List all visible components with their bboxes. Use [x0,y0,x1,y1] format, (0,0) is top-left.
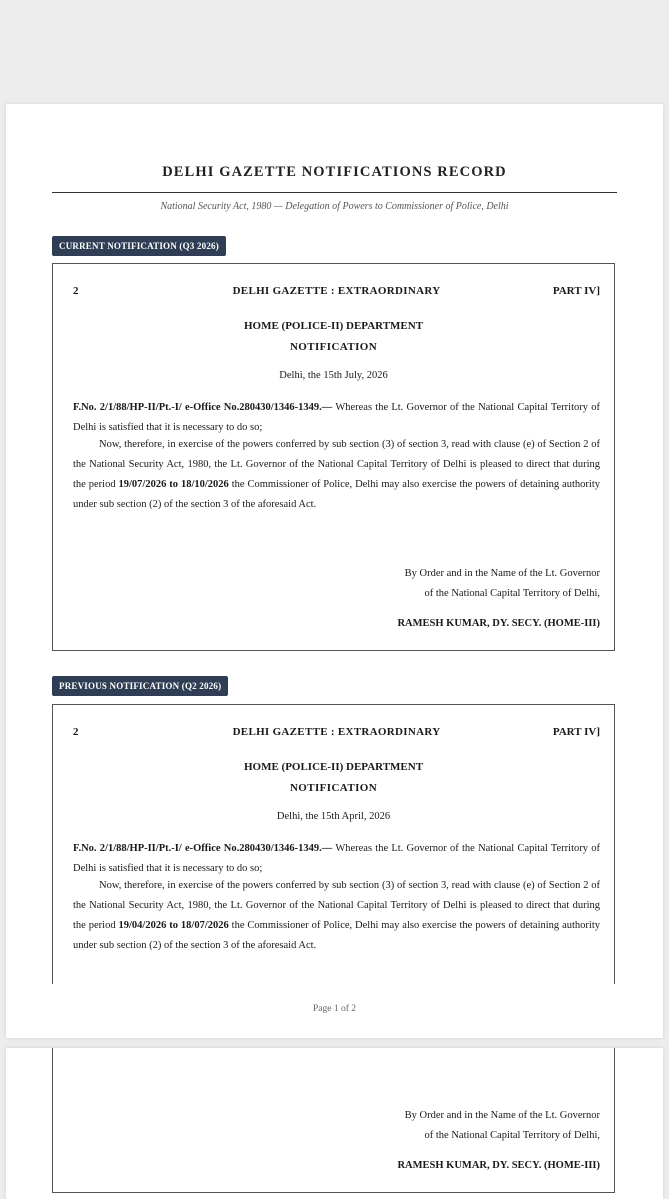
gazette-name: DELHI GAZETTE : EXTRAORDINARY [232,285,441,297]
document-title: DELHI GAZETTE NOTIFICATIONS RECORD [162,164,507,180]
gazette-part: PART IV] [552,726,600,738]
gazette-page-number: 2 [73,285,79,297]
page-1 [6,104,663,1038]
gazette-page-number: 2 [73,726,79,738]
document-subtitle: National Security Act, 1980 — Delegation of Powers to Commissioner of Police, Delhi [160,201,509,212]
period-from: 19/07/2026 [118,479,167,490]
notification-date: Delhi, the 15th July, 2026 [279,370,388,381]
current-notification-badge: CURRENT NOTIFICATION (Q3 2026) [52,236,226,256]
period-range: 19/04/2026 to 18/07/2026 [118,920,229,931]
signature-block: By Order and in the Name of the Lt. Governor of the National Capital Territory of Delhi, [404,1110,600,1141]
previous-notification-badge: PREVIOUS NOTIFICATION (Q2 2026) [52,676,228,696]
signatory-name: RAMESH KUMAR, DY. SECY. (HOME-III) [397,1160,600,1171]
notification-heading: NOTIFICATION [289,782,378,794]
preamble-paragraph: F.No. 2/1/88/HP-II/Pt.-I/ e-Office No.280430/1346-1349.— Whereas the Lt. Governor of the National Capital Territory of Delhi is satisfied that it is necessary to do so; [73,402,600,433]
page-2 [6,1048,663,1199]
file-number: F.No. 2/1/88/HP-II/Pt.-I/ e-Office No.280430/1346-1349.— [73,402,333,413]
department-name: HOME (POLICE-II) DEPARTMENT [243,320,424,332]
title-divider [52,192,617,193]
signatory-name: RAMESH KUMAR, DY. SECY. (HOME-III) [397,618,600,629]
previous-notification-continued [52,1048,615,1193]
signature-block: By Order and in the Name of the Lt. Governor of the National Capital Territory of Delhi, [404,568,600,599]
page-number: Page 1 of 2 [312,1004,356,1014]
period-to: 18/10/2026 [180,479,229,490]
file-number: F.No. 2/1/88/HP-II/Pt.-I/ e-Office No.280430/1346-1349.— [73,843,333,854]
notification-date: Delhi, the 15th April, 2026 [276,811,391,822]
gazette-name: DELHI GAZETTE : EXTRAORDINARY [232,726,441,738]
previous-notification [52,704,615,984]
department-name: HOME (POLICE-II) DEPARTMENT [243,761,424,773]
order-paragraph: Now, therefore, in exercise of the powers conferred by sub section (3) of section 3, read with clause (e) of Section 2 of the National Security Act, 1980, the Lt. Governor of the National Capital Territory of Delhi is pleased to direct that during the period 19/04/2026 to 18/07/2026 the Commissioner of Police, Delhi may also exercise the powers of detaining authority under sub section (2) of the section 3 of the aforesaid Act. [73,880,601,951]
gazette-part: PART IV] [552,285,600,297]
preamble-paragraph: F.No. 2/1/88/HP-II/Pt.-I/ e-Office No.280430/1346-1349.— Whereas the Lt. Governor of the National Capital Territory of Delhi is satisfied that it is necessary to do so; [73,843,600,874]
order-paragraph: Now, therefore, in exercise of the powers conferred by sub section (3) of section 3, read with clause (e) of Section 2 of the National Security Act, 1980, the Lt. Governor of the National Capital Territory of Delhi is pleased to direct that during the period 19/07/2026 to 18/10/2026 the Commissioner of Police, Delhi may also exercise the powers of detaining authority under sub section (2) of the section 3 of the aforesaid Act. [73,439,601,510]
current-notification [52,263,615,651]
notification-heading: NOTIFICATION [289,341,378,353]
